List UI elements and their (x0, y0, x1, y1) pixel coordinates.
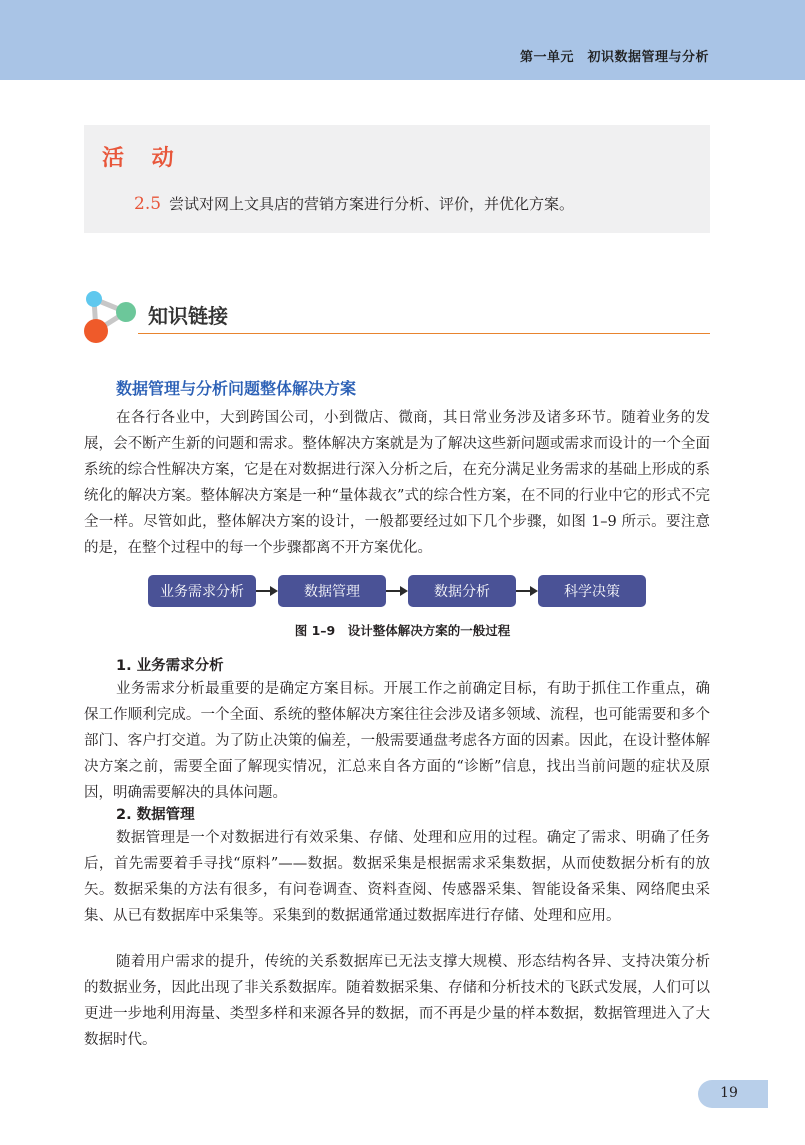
flow-arrow-icon (516, 584, 538, 598)
section-title: 数据管理与分析问题整体解决方案 (116, 379, 357, 398)
subsection-paragraph: 数据管理是一个对数据进行有效采集、存储、处理和应用的过程。确定了需求、明确了任务后，首先需要着手寻找“原料”——数据。数据采集是根据需求采集数据，从而使数据分析有的放矢。数据采集的方法有很多，有问卷调查、资料查阅、传感器采集、智能设备采集、网络爬虫采集、从已有数据库中采集等。采集到的数据通常通过数据库进行存储、处理和应用。 (84, 830, 710, 924)
activity-box (84, 125, 710, 233)
activity-item-text: 尝试对网上文具店的营销方案进行分析、评价，并优化方案。 (169, 195, 575, 213)
flow-arrow-icon (256, 584, 278, 598)
flow-step-requirements: 业务需求分析 (148, 575, 256, 607)
activity-item-number: 2.5 (134, 194, 162, 214)
flow-step-data-management: 数据管理 (278, 575, 386, 607)
page-number: 19 (720, 1085, 738, 1101)
flowchart (148, 575, 648, 607)
header-band (0, 0, 805, 80)
flow-step-decision: 科学决策 (538, 575, 646, 607)
subsection-paragraph: 随着用户需求的提升，传统的关系数据库已无法支撑大规模、形态结构各异、支持决策分析的数据业务，因此出现了非关系数据库。随着数据采集、存储和分析技术的飞跃式发展，人们可以更进一步地利用海量、类型多样和来源各异的数据，而不再是少量的样本数据，数据管理进入了大数据时代。 (84, 954, 710, 1048)
intro-paragraph: 在各行各业中，大到跨国公司，小到微店、微商，其日常业务涉及诸多环节。随着业务的发展，会不断产生新的问题和需求。整体解决方案就是为了解决这些新问题或需求而设计的一个全面系统的综合性解决方案，它是在对数据进行深入分析之后，在充分满足业务需求的基础上形成的系统化的解决方案。整体解决方案是一种“量体裁衣”式的综合性方案，在不同的行业中它的形式不完全一样。尽管如此，整体解决方案的设计，一般都要经过如下几个步骤，如图 1–9 所示。要注意的是，在整个过程中的每一个步骤都离不开方案优化。 (84, 410, 710, 556)
activity-title: 活 动 (102, 146, 184, 171)
knowledge-link-icon (80, 288, 140, 344)
subsection-heading: 1. 业务需求分析 (116, 658, 224, 674)
flow-arrow-icon (386, 584, 408, 598)
activity-item (134, 193, 574, 214)
chapter-title: 第一单元 初识数据管理与分析 (519, 50, 709, 65)
subsection-heading: 2. 数据管理 (116, 807, 195, 823)
knowledge-link-divider (138, 333, 710, 334)
subsection-paragraph: 业务需求分析最重要的是确定方案目标。开展工作之前确定目标，有助于抓住工作重点，确保工作顺利完成。一个全面、系统的整体解决方案往往会涉及诸多领域、流程，也可能需要和多个部门、客户打交道。为了防止决策的偏差，一般需要通盘考虑各方面的因素。因此，在设计整体解决方案之前，需要全面了解现实情况，汇总来自各方面的“诊断”信息，找出当前问题的症状及原因，明确需要解决的具体问题。 (84, 681, 710, 801)
page-number-tab (698, 1080, 768, 1108)
knowledge-link-title: 知识链接 (148, 304, 228, 328)
flow-step-data-analysis: 数据分析 (408, 575, 516, 607)
figure-caption: 图 1–9 设计整体解决方案的一般过程 (294, 623, 511, 638)
